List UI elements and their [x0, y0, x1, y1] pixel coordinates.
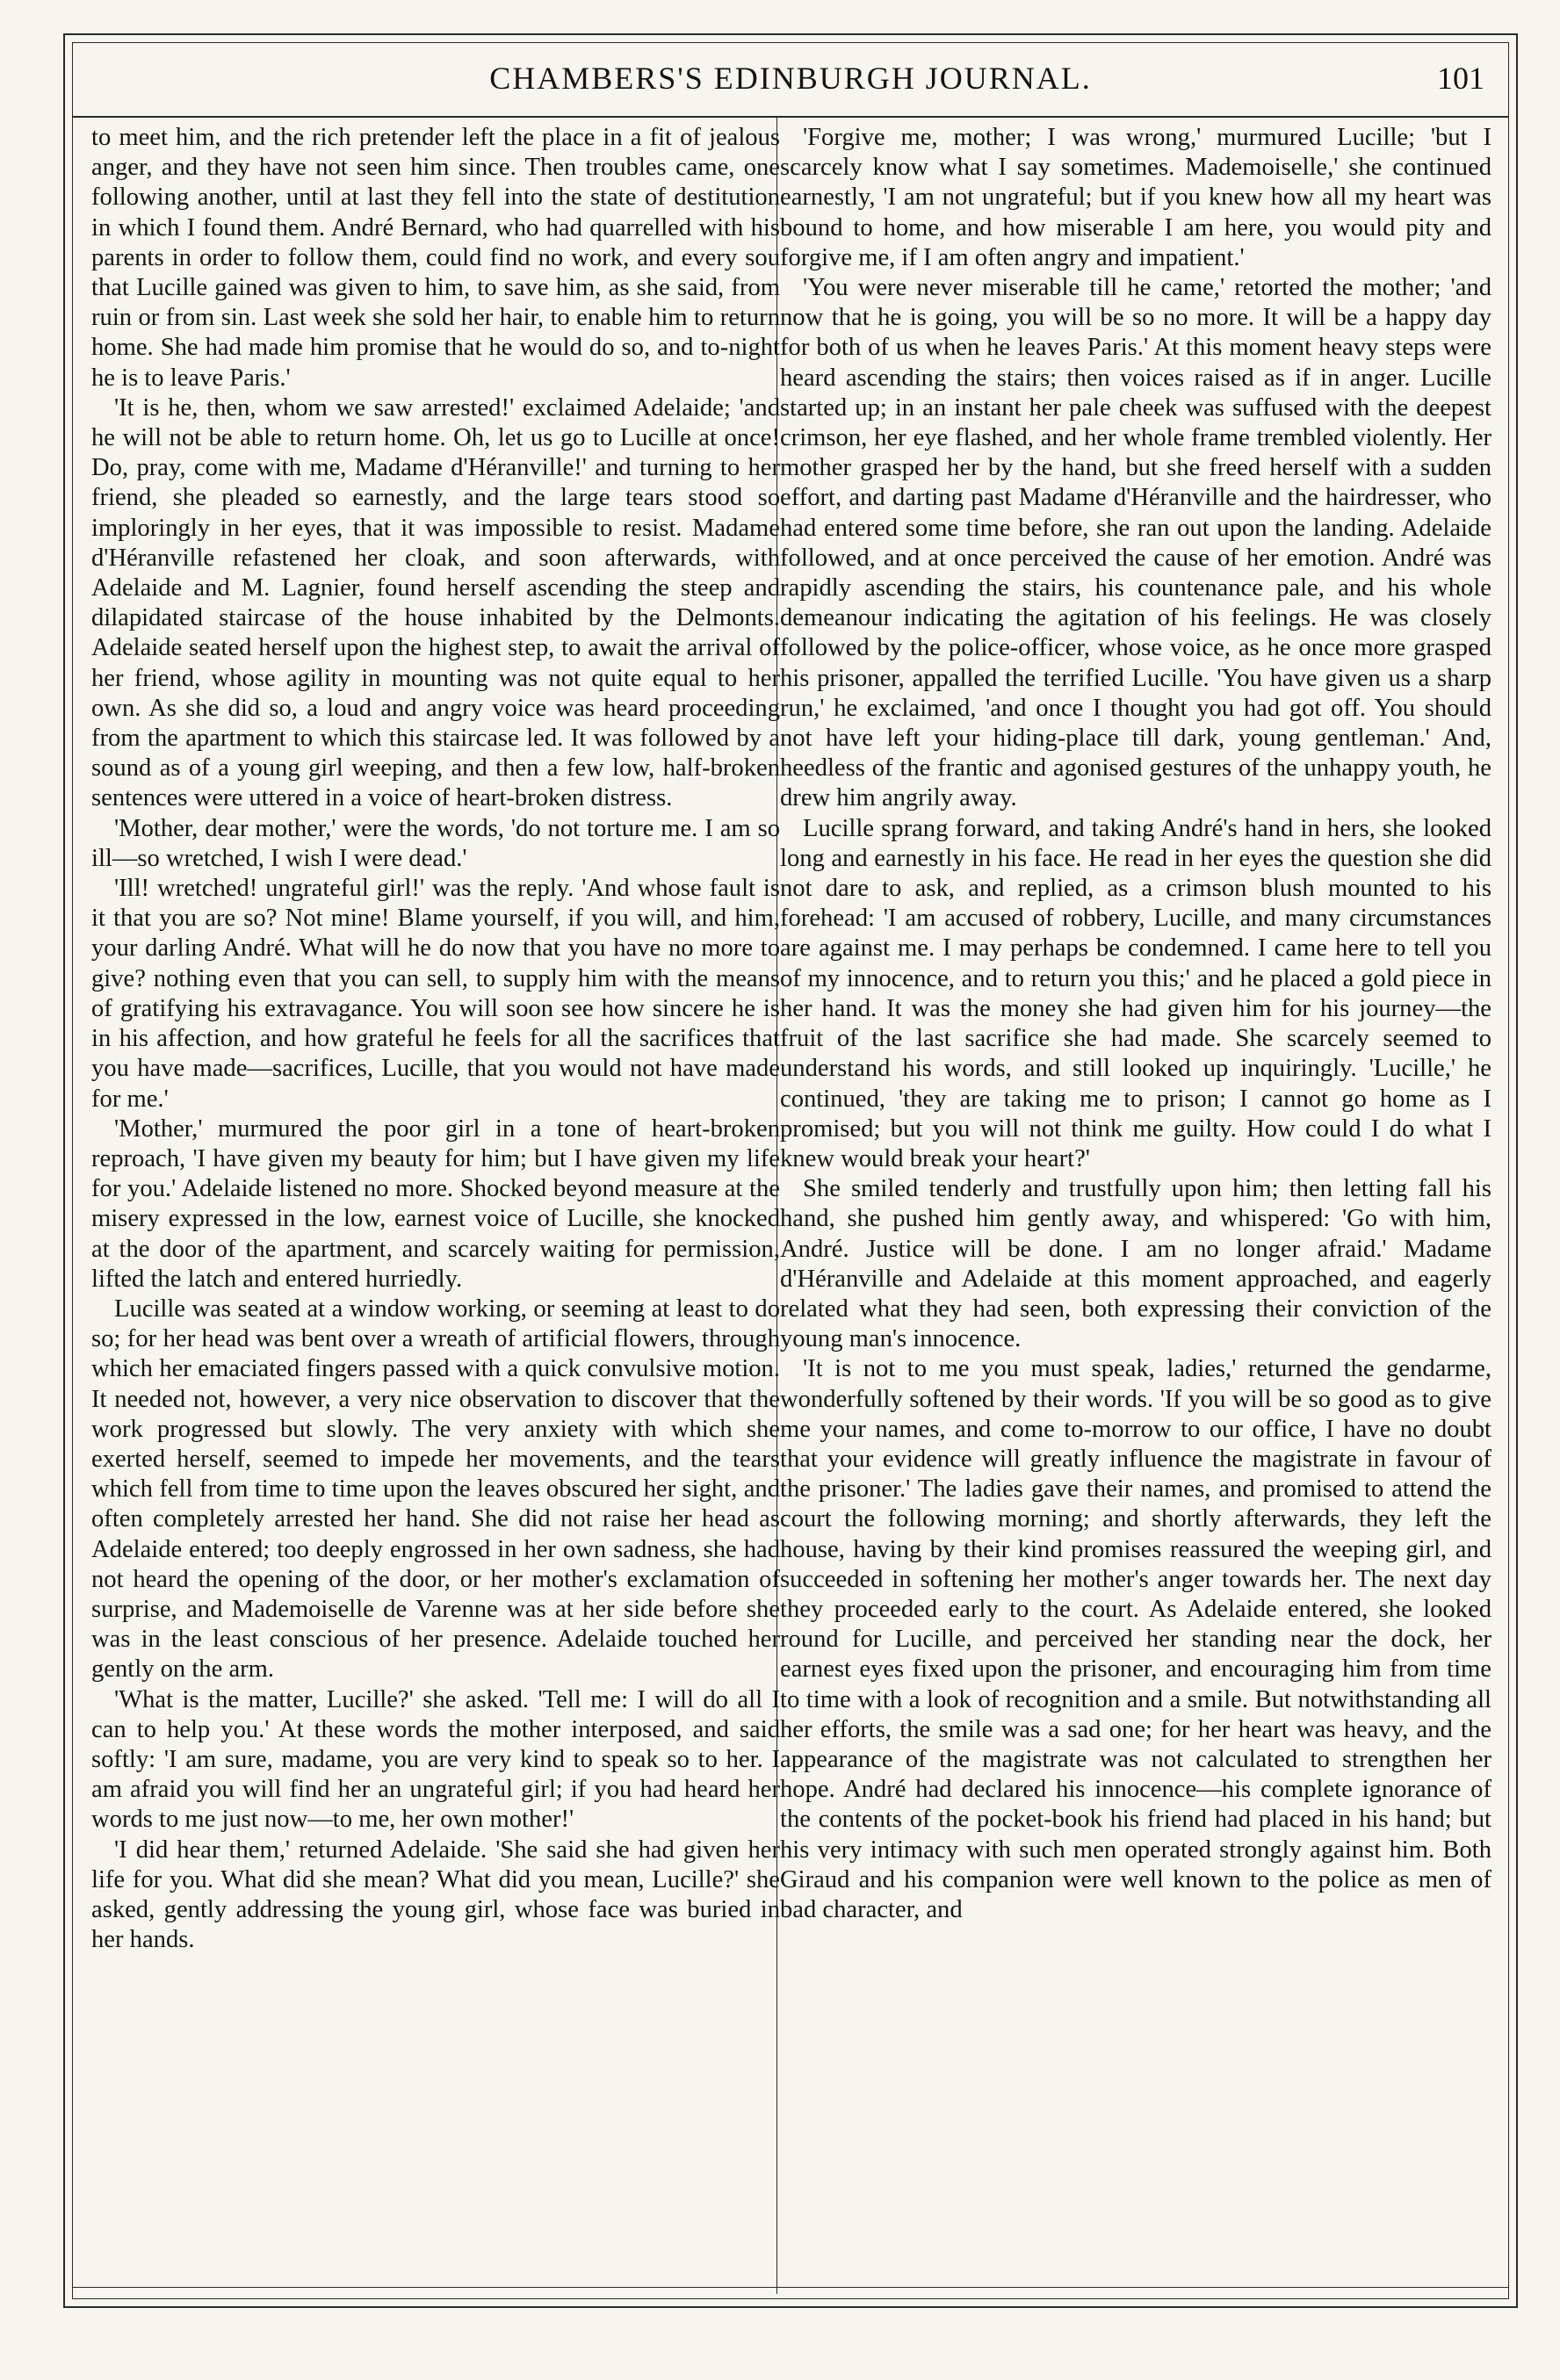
left-column: [91, 123, 780, 2279]
paragraph: 'I did hear them,' returned Adelaide. 'She said she had given her life for you. What did she mean? What did you mean, Lucille?' she asked, gently addressing the young girl, whose face was buried in her hands.: [91, 1835, 780, 1954]
journal-title: CHAMBERS'S EDINBURGH JOURNAL.: [489, 61, 1092, 96]
paragraph: 'It is not to me you must speak, ladies,' returned the gendarme, wonderfully softened by their words. 'If you will be so good as to give me your names, and come to-morrow to our office, I have no doubt that your evidence will greatly influence the magistrate in favour of the prisoner.' The ladies gave their names, and promised to attend the court the following morning; and shortly afterwards, they left the house, having by their kind promises reassured the weeping girl, and succeeded in softening her mother's anger towards her. The next day they proceeded early to the court. As Adelaide entered, she looked round for Lucille, and perceived her standing near the dock, her earnest eyes fixed upon the prisoner, and encouraging him from time to time with a look of recognition and a smile. But notwithstanding all her efforts, the smile was a sad one; for her heart was heavy, and the appearance of the magistrate was not calculated to strengthen her hope. André had declared his innocence—his complete ignorance of the contents of the pocket-book his friend had placed in his hand; but his very intimacy with such men operated strongly against him. Both Giraud and his companion were well known to the police as men of bad character, and: [780, 1355, 1491, 1923]
paragraph: 'Mother, dear mother,' were the words, 'do not torture me. I am so ill—so wretched, I wish I were dead.': [91, 814, 780, 872]
paragraph: to meet him, and the rich pretender left the place in a fit of jealous anger, and they have not seen him since. Then troubles came, one following another, until at last they fell into the state of destitution in which I found them. André Bernard, who had quarrelled with his parents in order to follow them, could find no work, and every sou that Lucille gained was given to him, to save him, as she said, from ruin or from sin. Last week she sold her hair, to enable him to return home. She had made him promise that he would do so, and to-night he is to leave Paris.': [91, 124, 780, 392]
paragraph: Lucille sprang forward, and taking André's hand in hers, she looked long and earnestly in his face. He read in her eyes the question she did not dare to ask, and replied, as a crimson blush mounted to his forehead: 'I am accused of robbery, Lucille, and many circumstances are against me. I may perhaps be condemned. I came here to tell you of my innocence, and to return you this;' and he placed a gold piece in her hand. It was the money she had given him for his journey—the fruit of the last sacrifice she had made. She scarcely seemed to understand his words, and still looked up inquiringly. 'Lucille,' he continued, 'they are taking me to prison; I cannot go home as I promised; but you will not think me guilty. How could I do what I knew would break your heart?': [780, 814, 1491, 1172]
paragraph: She smiled tenderly and trustfully upon him; then letting fall his hand, she pushed him gently away, and whispered: 'Go with him, André. Justice will be done. I am no longer afraid.' Madame d'Héranville and Adelaide at this moment approached, and eagerly related what they had seen, both expressing their conviction of the young man's innocence.: [780, 1175, 1491, 1353]
bottom-rule: [72, 2287, 1509, 2288]
paragraph: 'Forgive me, mother; I was wrong,' murmured Lucille; 'but I scarcely know what I say sometimes. Mademoiselle,' she continued earnestly, 'I am not ungrateful; but if you knew how all my heart was bound to home, and how miserable I am here, you would pity and forgive me, if I am often angry and impatient.': [780, 124, 1491, 271]
paragraph: 'You were never miserable till he came,' retorted the mother; 'and now that he is going, you will be so no more. It will be a happy day for both of us when he leaves Paris.' At this moment heavy steps were heard ascending the stairs; then voices raised as if in anger. Lucille started up; in an instant her pale cheek was suffused with the deepest crimson, her eye flashed, and her whole frame trembled violently. Her mother grasped her by the hand, but she freed herself with a sudden effort, and darting past Madame d'Héranville and the hairdresser, who had entered some time before, she ran out upon the landing. Adelaide followed, and at once perceived the cause of her emotion. André was rapidly ascending the stairs, his countenance pale, and his whole demeanour indicating the agitation of his feelings. He was closely followed by the police-officer, whose voice, as he once more grasped his prisoner, appalled the terrified Lucille. 'You have given us a sharp run,' he exclaimed, 'and once I thought you had got off. You should not have left your hiding-place till dark, young gentleman.' And, heedless of the frantic and agonised gestures of the unhappy youth, he drew him angrily away.: [780, 274, 1491, 812]
paragraph: 'Ill! wretched! ungrateful girl!' was the reply. 'And whose fault is it that you are so? Not mine! Blame yourself, if you will, and him, your darling André. What will he do now that you have no more to give? nothing even that you can sell, to supply him with the means of gratifying his extravagance. You will soon see how sincere he is in his affection, and how grateful he feels for all the sacrifices that you have made—sacrifices, Lucille, that you would not have made for me.': [91, 875, 780, 1113]
running-header: [72, 42, 1509, 118]
right-column: [780, 123, 1491, 2279]
paragraph: 'It is he, then, whom we saw arrested!' exclaimed Adelaide; 'and he will not be able to return home. Oh, let us go to Lucille at once! Do, pray, come with me, Madame d'Héranville!' and turning to her friend, she pleaded so earnestly, and the large tears stood so imploringly in her eyes, that it was impossible to resist. Madame d'Héranville refastened her cloak, and soon afterwards, with Adelaide and M. Lagnier, found herself ascending the steep and dilapidated staircase of the house inhabited by the Delmonts. Adelaide seated herself upon the highest step, to await the arrival of her friend, whose agility in mounting was not quite equal to her own. As she did so, a loud and angry voice was heard proceeding from the apartment to which this staircase led. It was followed by a sound as of a young girl weeping, and then a few low, half-broken sentences were uttered in a voice of heart-broken distress.: [91, 393, 780, 812]
page-number: 101: [1437, 61, 1484, 96]
paragraph: 'Mother,' murmured the poor girl in a tone of heart-broken reproach, 'I have given my beauty for him; but I have given my life for you.' Adelaide listened no more. Shocked beyond measure at the misery expressed in the low, earnest voice of Lucille, she knocked at the door of the apartment, and scarcely waiting for permission, lifted the latch and entered hurriedly.: [91, 1114, 780, 1293]
paragraph: 'What is the matter, Lucille?' she asked. 'Tell me: I will do all I can to help you.' At these words the mother interposed, and said softly: 'I am sure, madame, you are very kind to speak so to her. I am afraid you will find her an ungrateful girl; if you had heard her words to me just now—to me, her own mother!': [91, 1685, 780, 1834]
paragraph: Lucille was seated at a window working, or seeming at least to do so; for her head was bent over a wreath of artificial flowers, through which her emaciated fingers passed with a quick convulsive motion. It needed not, however, a very nice observation to discover that the work progressed but slowly. The very anxiety with which she exerted herself, seemed to impede her movements, and the tears which fell from time to time upon the leaves obscured her sight, and often completely arrested her hand. She did not raise her head as Adelaide entered; too deeply engrossed in her own sadness, she had not heard the opening of the door, or her mother's exclamation of surprise, and Mademoiselle de Varenne was at her side before she was in the least conscious of her presence. Adelaide touched her gently on the arm.: [91, 1295, 780, 1684]
